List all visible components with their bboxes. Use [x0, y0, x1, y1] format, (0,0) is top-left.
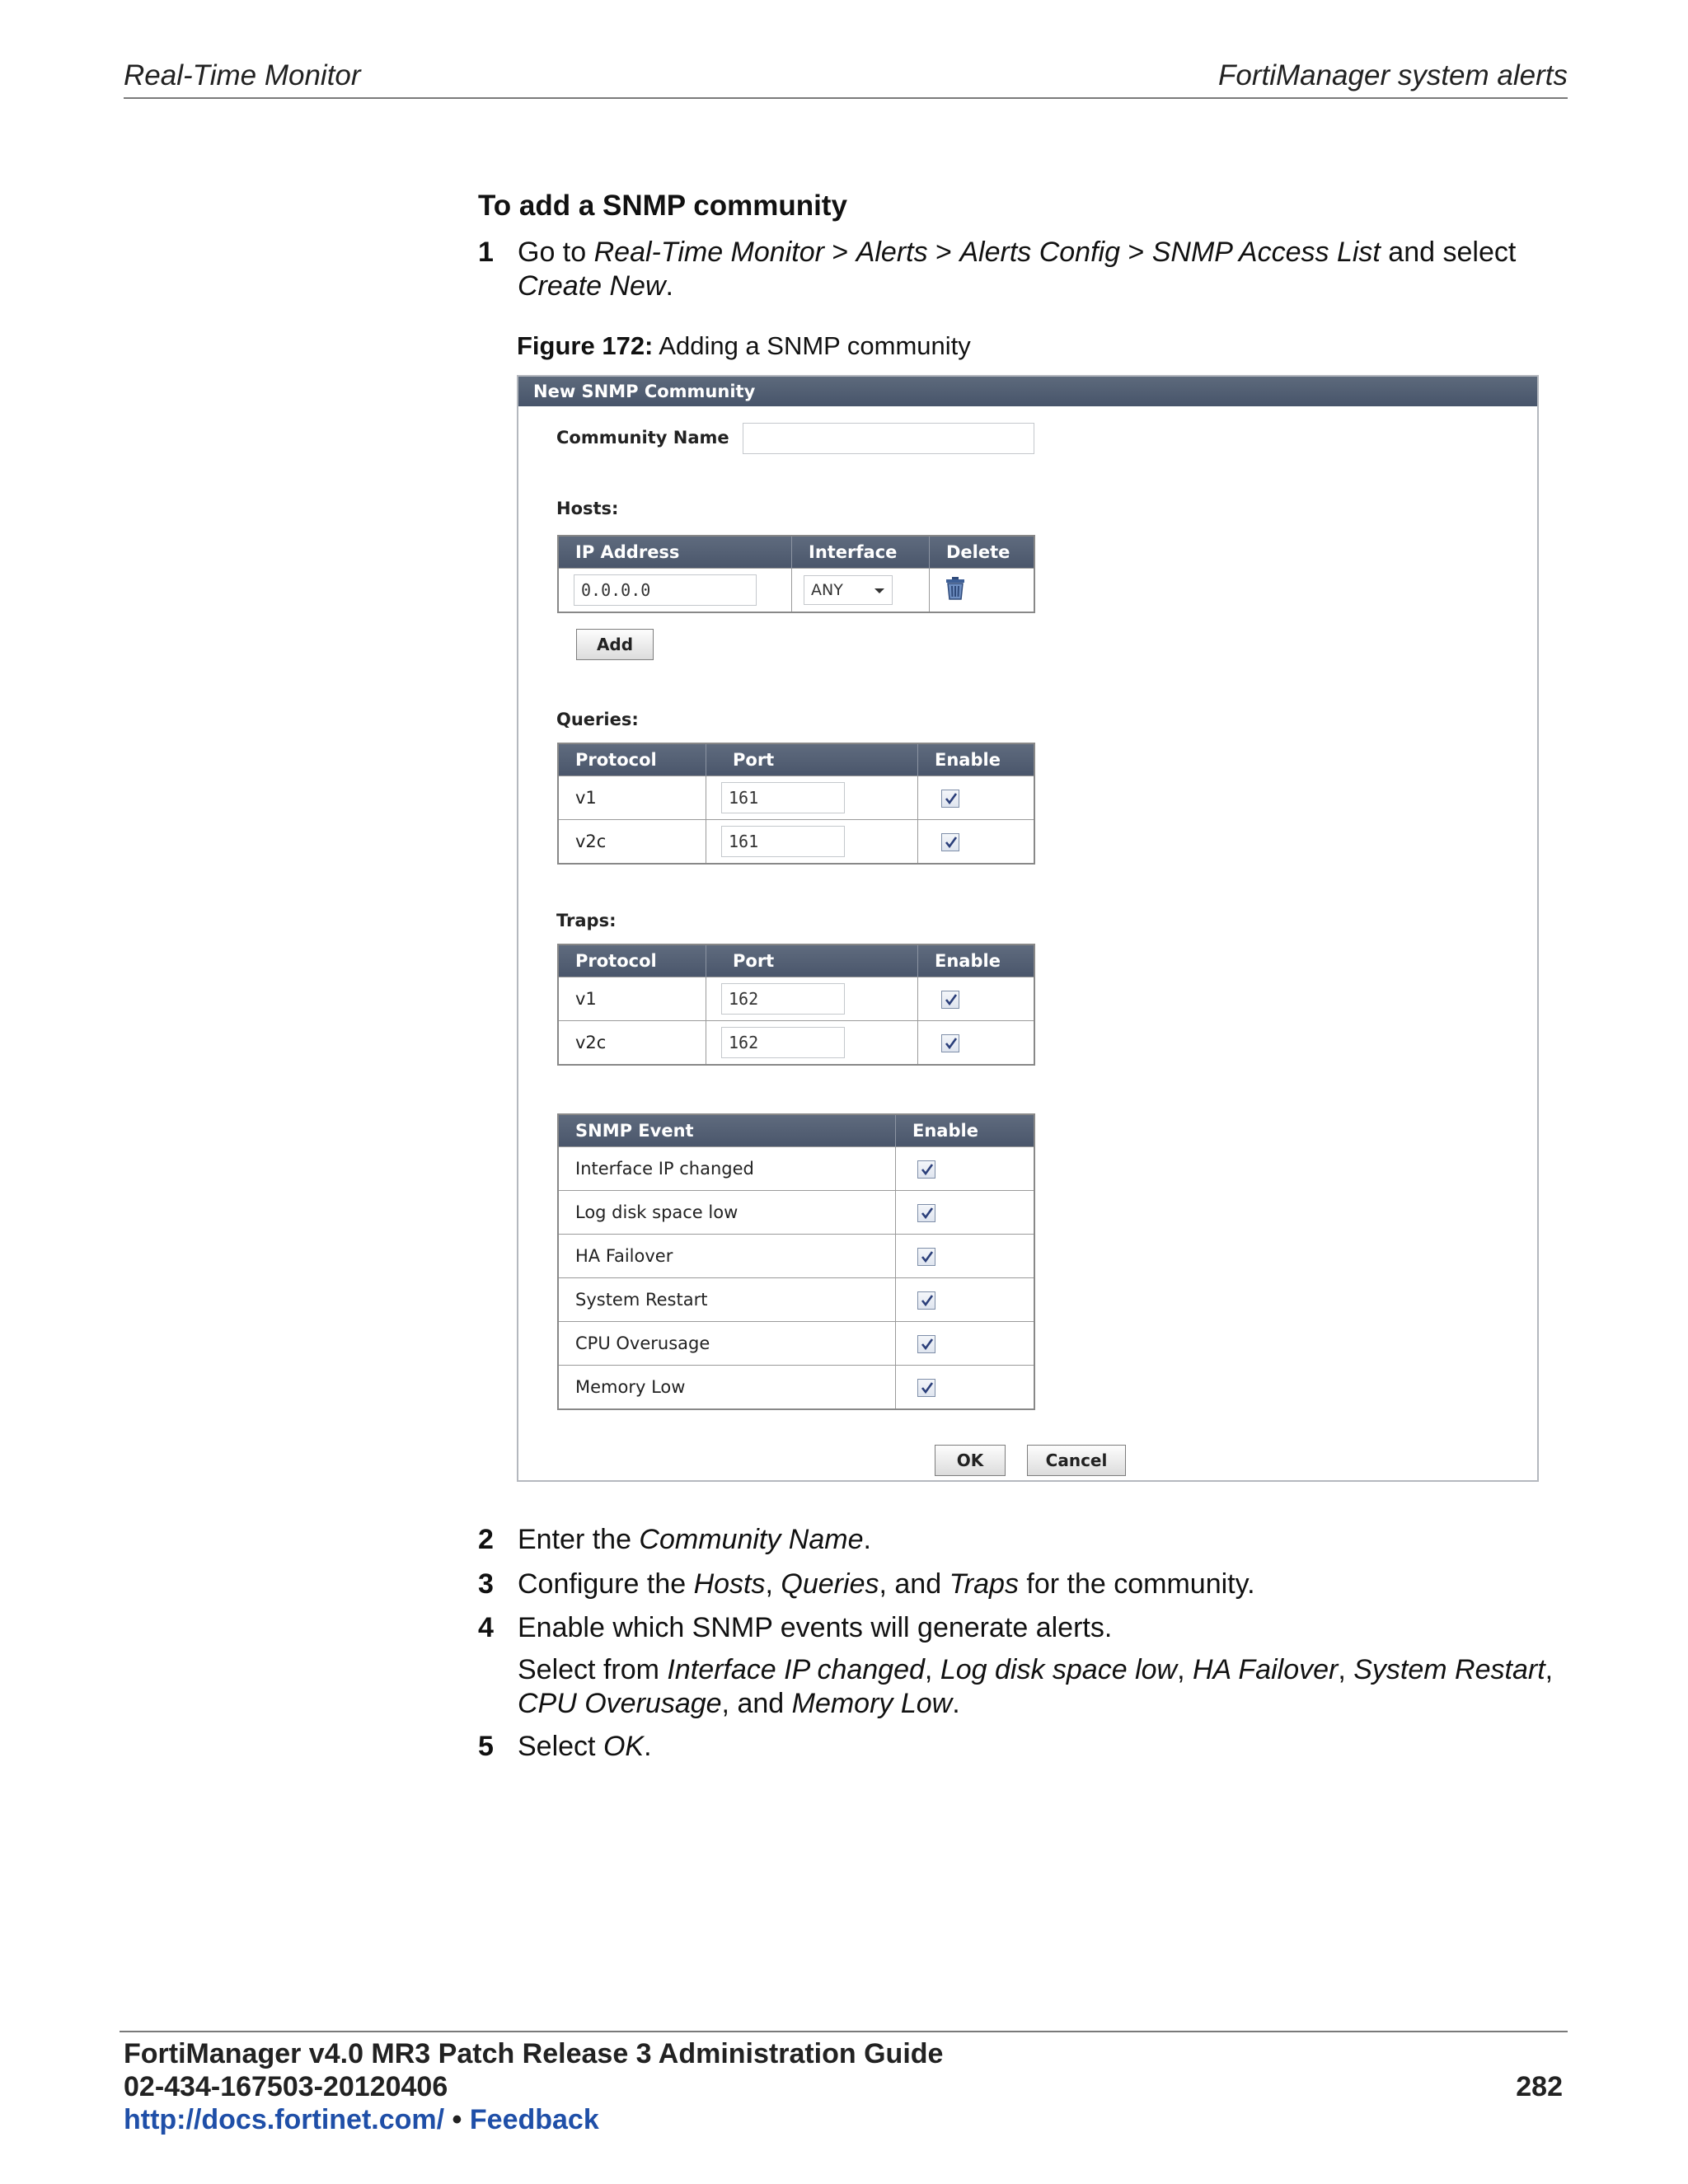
- running-header-left: Real-Time Monitor: [124, 59, 361, 91]
- step-number: 5: [478, 1731, 494, 1762]
- field-reference: CPU Overusage: [518, 1688, 722, 1719]
- text-run: Enter the: [518, 1524, 640, 1555]
- step-3: [478, 1568, 1566, 1601]
- field-reference: Interface IP changed: [667, 1654, 925, 1685]
- interface-select-value: ANY: [811, 581, 843, 599]
- table-row: [558, 1278, 1034, 1322]
- menu-path-alerts: Alerts: [856, 237, 928, 268]
- port-cell: [706, 1021, 918, 1066]
- community-name-label: Community Name: [556, 428, 729, 448]
- footer-separator: •: [444, 2104, 470, 2135]
- enable-checkbox[interactable]: [917, 1160, 935, 1179]
- figure-label: Figure 172:: [517, 331, 654, 360]
- enable-checkbox[interactable]: [917, 1379, 935, 1397]
- port-input[interactable]: 161: [721, 826, 845, 857]
- enable-checkbox[interactable]: [917, 1204, 935, 1222]
- step-number: 3: [478, 1568, 494, 1600]
- footer-links: [124, 2104, 599, 2136]
- docs-link[interactable]: http://docs.fortinet.com/: [124, 2104, 445, 2135]
- event-name: CPU Overusage: [558, 1322, 896, 1366]
- column-header-snmp-event: SNMP Event: [558, 1114, 896, 1147]
- checkmark-icon: [944, 1036, 959, 1051]
- checkmark-icon: [920, 1337, 935, 1352]
- column-header-delete: Delete: [930, 536, 1035, 569]
- column-header-enable: Enable: [896, 1114, 1035, 1147]
- text-run: >: [927, 237, 960, 268]
- field-reference: Log disk space low: [940, 1654, 1178, 1685]
- traps-table: [557, 944, 1035, 1066]
- table-row: [558, 569, 1034, 613]
- text-run: .: [863, 1524, 871, 1555]
- text-run: ,: [765, 1568, 781, 1600]
- table-row: [558, 1021, 1034, 1066]
- enable-cell: [918, 820, 1035, 865]
- text-run: Select from: [518, 1654, 668, 1685]
- footer-guide-title: FortiManager v4.0 MR3 Patch Release 3 Administration Guide: [124, 2038, 944, 2069]
- new-snmp-community-dialog: [517, 375, 1539, 1482]
- table-row: [558, 776, 1034, 820]
- text-run: .: [952, 1688, 960, 1719]
- enable-cell: [918, 776, 1035, 820]
- feedback-link[interactable]: Feedback: [469, 2104, 599, 2135]
- column-header-protocol: Protocol: [558, 743, 706, 776]
- step-2: [478, 1523, 1566, 1557]
- step-number: 2: [478, 1524, 494, 1555]
- checkmark-icon: [944, 835, 959, 850]
- column-header-port: Port: [706, 944, 918, 977]
- table-row: [558, 1366, 1034, 1410]
- step-4: [478, 1611, 1566, 1727]
- field-reference: Traps: [949, 1568, 1019, 1600]
- table-row: [558, 1191, 1034, 1235]
- step-text: [518, 1523, 1564, 1557]
- enable-cell: [918, 1021, 1035, 1066]
- step-detail: [518, 1653, 1564, 1721]
- checkmark-icon: [920, 1206, 935, 1221]
- delete-cell: [930, 569, 1035, 613]
- enable-cell: [896, 1278, 1035, 1322]
- field-reference: System Restart: [1353, 1654, 1545, 1685]
- menu-path-snmp-access-list: SNMP Access List: [1151, 237, 1381, 268]
- checkmark-icon: [944, 791, 959, 806]
- table-row: [558, 1235, 1034, 1278]
- event-name: HA Failover: [558, 1235, 896, 1278]
- enable-checkbox[interactable]: [941, 833, 959, 851]
- step-text: [518, 1730, 1564, 1764]
- field-reference: Community Name: [639, 1524, 864, 1555]
- text-run: ,: [1338, 1654, 1354, 1685]
- table-row: [558, 820, 1034, 865]
- event-name: Log disk space low: [558, 1191, 896, 1235]
- column-header-interface: Interface: [792, 536, 930, 569]
- trash-icon[interactable]: [945, 576, 966, 601]
- text-run: Go to: [518, 237, 594, 268]
- menu-path-alerts-config: Alerts Config: [959, 237, 1120, 268]
- traps-label: Traps:: [556, 911, 617, 930]
- running-header-right: FortiManager system alerts: [1217, 59, 1568, 91]
- hosts-table: [557, 535, 1035, 613]
- step-text: [518, 236, 1564, 303]
- enable-cell: [896, 1191, 1035, 1235]
- column-header-port: Port: [706, 743, 918, 776]
- header-rule: [124, 97, 1568, 99]
- port-cell: [706, 977, 918, 1021]
- port-cell: [706, 776, 918, 820]
- interface-select[interactable]: [804, 575, 893, 605]
- text-run: ,: [1177, 1654, 1193, 1685]
- footer-doc-number: 02-434-167503-20120406: [124, 2071, 448, 2102]
- cancel-button[interactable]: Cancel: [1027, 1445, 1126, 1476]
- step-text: [518, 1568, 1564, 1601]
- queries-table: [557, 743, 1035, 865]
- event-name: Memory Low: [558, 1366, 896, 1410]
- field-reference: Queries: [781, 1568, 879, 1600]
- step-text: [518, 1611, 1564, 1721]
- ok-button[interactable]: OK: [935, 1445, 1006, 1476]
- procedure-title: To add a SNMP community: [478, 190, 847, 222]
- protocol-cell: v1: [558, 776, 706, 820]
- text-run: Select: [518, 1731, 603, 1762]
- queries-label: Queries:: [556, 710, 639, 729]
- table-row: [558, 1322, 1034, 1366]
- chevron-down-icon: [874, 587, 885, 595]
- protocol-cell: v1: [558, 977, 706, 1021]
- event-name: System Restart: [558, 1278, 896, 1322]
- column-header-enable: Enable: [918, 944, 1035, 977]
- event-name: Interface IP changed: [558, 1147, 896, 1191]
- column-header-ip-address: IP Address: [558, 536, 792, 569]
- add-host-button[interactable]: Add: [576, 629, 654, 660]
- text-run: ,: [924, 1654, 940, 1685]
- menu-path-real-time-monitor: Real-Time Monitor: [593, 237, 824, 268]
- dialog-title: New SNMP Community: [518, 377, 1537, 406]
- enable-checkbox[interactable]: [941, 1034, 959, 1052]
- hosts-label: Hosts:: [556, 499, 619, 518]
- protocol-cell: v2c: [558, 820, 706, 865]
- text-run: and select: [1380, 237, 1517, 268]
- port-input[interactable]: 161: [721, 782, 845, 813]
- text-run: , and: [721, 1688, 792, 1719]
- text-run: >: [1120, 237, 1152, 268]
- step-number: 4: [478, 1612, 494, 1643]
- menu-create-new: Create New: [518, 270, 666, 302]
- footer-rule: [120, 2031, 1568, 2032]
- text-run: for the community.: [1018, 1568, 1255, 1600]
- community-name-input[interactable]: [743, 423, 1034, 454]
- column-header-protocol: Protocol: [558, 944, 706, 977]
- text-run: >: [823, 237, 856, 268]
- enable-cell: [896, 1322, 1035, 1366]
- enable-cell: [896, 1235, 1035, 1278]
- text-run: Enable which SNMP events will generate alerts.: [518, 1612, 1113, 1643]
- port-input[interactable]: 162: [721, 1027, 845, 1058]
- text-run: Configure the: [518, 1568, 694, 1600]
- text-run: , and: [879, 1568, 950, 1600]
- checkmark-icon: [920, 1380, 935, 1395]
- enable-cell: [918, 977, 1035, 1021]
- enable-checkbox[interactable]: [917, 1335, 935, 1353]
- enable-cell: [896, 1366, 1035, 1410]
- enable-checkbox[interactable]: [917, 1291, 935, 1310]
- page-number: 282: [1516, 2071, 1563, 2102]
- step-1: [478, 236, 1566, 305]
- text-run: .: [665, 270, 673, 302]
- ip-cell: [558, 569, 792, 613]
- protocol-cell: v2c: [558, 1021, 706, 1066]
- snmp-events-table: [557, 1113, 1035, 1410]
- field-reference: HA Failover: [1193, 1654, 1339, 1685]
- interface-cell: [792, 569, 930, 613]
- port-input[interactable]: 162: [721, 983, 845, 1015]
- ip-address-input[interactable]: 0.0.0.0: [574, 574, 757, 606]
- column-header-enable: Enable: [918, 743, 1035, 776]
- table-row: [558, 1147, 1034, 1191]
- checkmark-icon: [920, 1249, 935, 1264]
- enable-cell: [896, 1147, 1035, 1191]
- port-cell: [706, 820, 918, 865]
- text-run: ,: [1545, 1654, 1554, 1685]
- table-row: [558, 977, 1034, 1021]
- text-run: .: [644, 1731, 652, 1762]
- enable-checkbox[interactable]: [941, 991, 959, 1009]
- checkmark-icon: [920, 1293, 935, 1308]
- step-number: 1: [478, 237, 494, 268]
- checkmark-icon: [944, 992, 959, 1007]
- step-5: [478, 1730, 1566, 1764]
- field-reference: Hosts: [693, 1568, 766, 1600]
- enable-checkbox[interactable]: [917, 1248, 935, 1266]
- figure-caption-text: Adding a SNMP community: [653, 331, 971, 360]
- field-reference: Memory Low: [791, 1688, 953, 1719]
- figure-caption: [517, 331, 971, 361]
- field-reference: OK: [603, 1731, 645, 1762]
- enable-checkbox[interactable]: [941, 790, 959, 808]
- checkmark-icon: [920, 1162, 935, 1177]
